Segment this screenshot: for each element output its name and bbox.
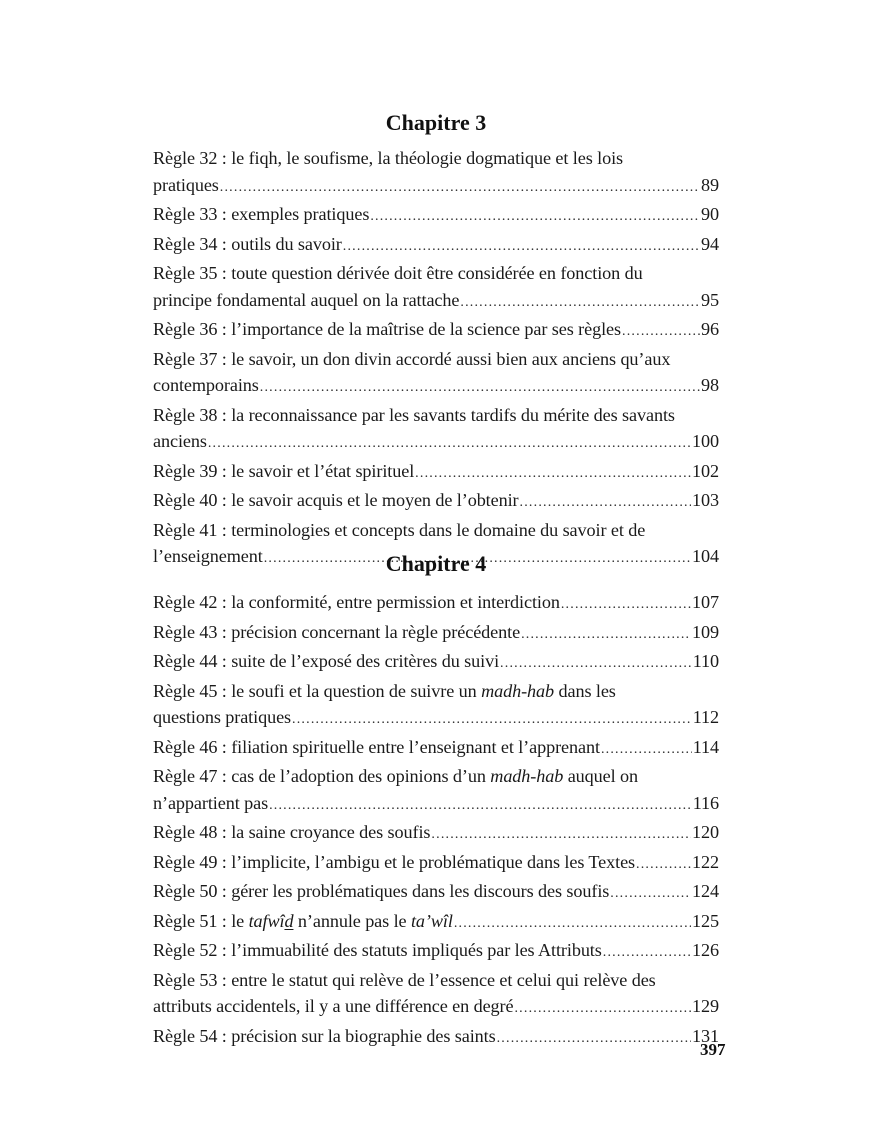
italic-term: madh-hab — [481, 680, 555, 701]
entry-text: Règle 54 : précision sur la biographie des saints — [153, 1025, 496, 1046]
toc-entry-regle-34[interactable] — [153, 231, 719, 261]
toc-entry-regle-38[interactable] — [153, 402, 719, 458]
page-number-folio: 397 — [700, 1040, 726, 1059]
entry-text: Règle 44 : suite de l’exposé des critères du suivi — [153, 651, 500, 671]
entry-text: anciens — [153, 431, 207, 451]
text-part: Règle 45 : le soufi et la question de suivre un — [153, 680, 482, 701]
entry-text: Règle 46 : filiation spirituelle entre l’enseignant et l’apprenant — [153, 736, 600, 757]
dot-leader — [521, 622, 691, 649]
italic-term — [249, 911, 294, 931]
entry-text — [153, 763, 719, 790]
entry-text: n’appartient pas — [153, 792, 269, 813]
text-part: auquel on — [563, 766, 639, 786]
page-number: 116 — [692, 792, 719, 813]
entry-text: Règle 39 : le savoir et l’état spirituel — [153, 460, 415, 481]
toc-entry-regle-36[interactable] — [153, 316, 719, 346]
chapter-3-heading: Chapitre 3 — [385, 110, 487, 135]
toc-entry-regle-45[interactable] — [153, 678, 719, 734]
page-number: 131 — [692, 1025, 719, 1046]
page-number: 94 — [701, 233, 719, 254]
dot-leader — [500, 651, 692, 678]
entry-text: Règle 32 : le fiqh, le soufisme, la théologie dogmatique et les lois — [153, 148, 624, 168]
page-number: 98 — [701, 375, 719, 395]
toc-entry-regle-46[interactable] — [153, 734, 719, 764]
toc-entry-regle-51[interactable] — [153, 908, 719, 938]
toc-entry-regle-44[interactable] — [153, 648, 719, 678]
page-number: 122 — [692, 851, 719, 872]
page-number: 112 — [692, 707, 719, 727]
dot-leader — [343, 234, 700, 261]
dot-leader — [460, 290, 700, 317]
dot-leader — [514, 996, 691, 1023]
entry-text: Règle 41 : terminologies et concepts dans le domaine du savoir et de — [153, 519, 646, 540]
toc-entry-regle-40[interactable] — [153, 487, 719, 517]
dot-leader — [370, 204, 700, 231]
entry-text: Règle 42 : la conformité, entre permission et interdiction — [153, 592, 560, 612]
dot-leader — [601, 737, 692, 764]
toc-entry-regle-49[interactable] — [153, 849, 719, 879]
entry-text: Règle 50 : gérer les problématiques dans les discours des soufis — [153, 881, 610, 901]
page-number: 104 — [692, 546, 719, 566]
page-number: 90 — [701, 204, 719, 224]
page-number: 96 — [701, 319, 719, 339]
text-part: dans les — [554, 680, 616, 701]
text-part: Règle 47 : cas de l’adoption des opinions d’un — [153, 766, 491, 786]
page-number: 100 — [692, 431, 719, 451]
dot-leader — [622, 319, 700, 346]
dot-leader — [603, 940, 691, 967]
entry-text: Règle 37 : le savoir, un don divin accordé aussi bien aux anciens qu’aux — [153, 348, 671, 369]
entry-text: Règle 49 : l’implicite, l’ambigu et le problématique dans les Textes — [153, 851, 636, 872]
entry-text — [153, 678, 719, 705]
toc-entry-regle-50[interactable] — [153, 878, 719, 908]
page-number: 124 — [692, 881, 719, 901]
page-number: 120 — [692, 822, 719, 842]
dot-leader — [260, 375, 700, 402]
page-number: 129 — [692, 996, 719, 1016]
toc-entry-regle-37[interactable] — [153, 346, 719, 402]
toc-entry-regle-52[interactable] — [153, 937, 719, 967]
toc-entry-regle-42[interactable] — [153, 589, 719, 619]
dot-leader — [431, 822, 691, 849]
dot-leader — [269, 793, 692, 820]
entry-text: Règle 52 : l’immuabilité des statuts impliqués par les Attributs — [153, 940, 602, 960]
entry-text: Règle 48 : la saine croyance des soufis — [153, 822, 431, 842]
page-number: 89 — [701, 174, 719, 195]
entry-text: Règle 34 : outils du savoir — [153, 233, 342, 254]
entry-text: pratiques — [153, 174, 219, 195]
entry-text: Règle 35 : toute question dérivée doit être considérée en fonction du — [153, 263, 643, 283]
toc-entry-regle-39[interactable] — [153, 458, 719, 488]
dot-leader — [497, 1026, 691, 1053]
dot-leader — [208, 431, 691, 458]
toc-entry-regle-53[interactable] — [153, 967, 719, 1023]
text-part: Règle 51 : le — [153, 910, 249, 931]
entry-text: Règle 53 : entre le statut qui relève de l’essence et celui qui relève des — [153, 969, 656, 990]
text-part: n’annule pas le — [293, 910, 411, 931]
entry-text: Règle 40 : le savoir acquis et le moyen de l’obtenir — [153, 490, 519, 510]
entry-text: l’enseignement — [153, 546, 263, 566]
entry-text: attributs accidentels, il y a une différence en degré — [153, 996, 514, 1016]
toc-entry-regle-54[interactable] — [153, 1023, 719, 1053]
dot-leader — [292, 707, 692, 734]
toc-entry-regle-33[interactable] — [153, 201, 719, 231]
entry-text: questions pratiques — [153, 707, 292, 727]
entry-text: Règle 33 : exemples pratiques — [153, 204, 370, 224]
entry-text — [153, 908, 453, 935]
page-number: 102 — [692, 460, 719, 481]
underlined-letter: d — [284, 910, 294, 931]
chapter-4-heading: Chapitre 4 — [385, 551, 487, 576]
entry-text: Règle 43 : précision concernant la règle précédente — [153, 621, 521, 642]
chapter-4-toc-list — [153, 589, 719, 1052]
dot-leader — [636, 852, 691, 879]
text-part: tafwî — [248, 910, 285, 931]
toc-entry-regle-47[interactable] — [153, 763, 719, 819]
italic-term: madh-hab — [490, 766, 564, 786]
chapter-3-toc-list — [153, 145, 719, 573]
dot-leader — [415, 461, 691, 488]
entry-text: Règle 36 : l’importance de la maîtrise de la science par ses règles — [153, 319, 622, 339]
page-number: 109 — [692, 621, 719, 642]
page-number: 95 — [701, 289, 719, 310]
page-number: 126 — [692, 940, 719, 960]
page-number: 103 — [692, 490, 719, 510]
page-number: 114 — [692, 736, 719, 757]
page-number: 125 — [692, 910, 719, 931]
entry-text: contemporains — [153, 375, 259, 395]
page-number: 107 — [692, 592, 719, 612]
dot-leader — [454, 911, 691, 938]
page-number: 110 — [692, 651, 719, 671]
toc-entry-regle-32[interactable] — [153, 145, 719, 201]
entry-text: principe fondamental auquel on la rattache — [153, 289, 460, 310]
toc-entry-regle-43[interactable] — [153, 619, 719, 649]
dot-leader — [520, 490, 692, 517]
dot-leader — [220, 175, 700, 202]
dot-leader — [561, 592, 691, 619]
toc-entry-regle-35[interactable] — [153, 260, 719, 316]
entry-text: Règle 38 : la reconnaissance par les savants tardifs du mérite des savants — [153, 404, 675, 425]
toc-entry-regle-48[interactable] — [153, 819, 719, 849]
italic-term: ta’wîl — [410, 910, 453, 931]
dot-leader — [610, 881, 691, 908]
